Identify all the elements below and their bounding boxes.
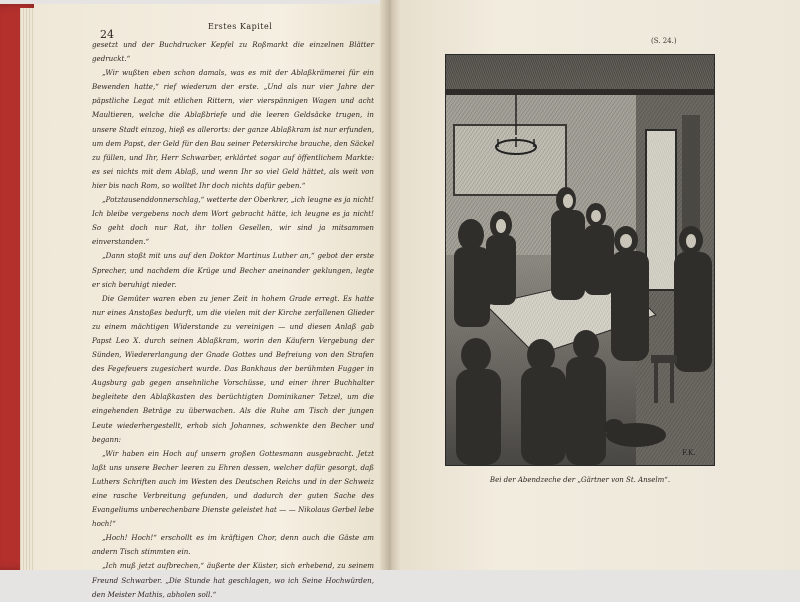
page-number: 24	[100, 28, 114, 41]
paragraph: „Potztausenddonnerschlag,“ wetterte der Oberkrer, „ich leugne es ja nicht! Ich bleibe vergebens noch dem Wort gebracht hätte, ich leugne es ja nicht! So geht doch nur Rat, ihr tollen Gesellen, wir sind ja mitsammen einverstanden.“	[92, 195, 374, 247]
illustration-caption: Bei der Abendzeche der „Gärtner von St. Anselm“.	[489, 476, 671, 484]
paragraph: „Wir wußten eben schon damals, was es mit der Ablaßkrämerei für ein Bewenden hatte,“ rief wiederum der erste. „Und als nur vier Jahre der päpstliche Legat mit etlichen Rittern, vier vierspännigen Wagen und acht Maultieren, welche die Ablaßbriefe und die leeren Geldsäcke trugen, in unsere Stadt einzog, hieß es allerorts: der ganze Ablaßkram ist nur erfunden, um dem Papst, der Geld für den Bau seiner Peterskirche brauche, den Säckel zu füllen, und Ihr, Herr Schwarber, erklärtet sogar auf öffentlichem Markte: es sei nichts mit dem Ablaß, und wenn Ihr so viel Geld hättet, als weit von hier bis nach Rom, so wolltet Ihr doch nichts dafür geben.“	[92, 68, 374, 190]
paragraph: „Hoch! Hoch!“ erschollt es im kräftigen Chor, denn auch die Gäste am andern Tisch stimmten ein.	[92, 533, 374, 557]
running-header: Erstes Kapitel	[208, 22, 273, 31]
tavern-illustration	[445, 54, 715, 466]
paragraph: „Dann stoßt mit uns auf den Doktor Martinus Luther an,“ gebot der erste Sprecher, und nachdem die Krüge und Becher aneinander geklungen, legte er sich beruhigt nieder.	[92, 251, 374, 289]
paragraph: „Wir haben ein Hoch auf unsern großen Gottesmann ausgebracht. Jetzt laßt uns unsere Becher leeren zu Ehren dessen, welcher dafür gesorgt, daß Luthers Schriften auch im Westen des Deutschen Reichs und in der Schweiz eine rasche Verbreitung gefunden, und dadurch der guten Sache des Evangeliums unberechenbare Dienste geleistet hat — — Nikolaus Gerbel lebe hoch!“	[92, 448, 374, 529]
body-text	[92, 38, 374, 602]
paragraph: gesetzt und der Buchdrucker Kepfel zu Roßmarkt die einzelnen Blätter gedruckt.“	[92, 40, 374, 64]
artist-signature: F.K.	[682, 449, 696, 457]
book-gutter	[380, 0, 402, 570]
paragraph: Die Gemüter waren eben zu jener Zeit in hohem Grade erregt. Es hatte nur eines Anstoßes bedurft, um die vielen mit der Kirche zerfallenen Glieder zu einem mächtigen Widerstande zu vereinigen — und diesen Anlaß gab Papst Leo X. durch seinen Ablaßkram, worin den Käufern Vergebung der Sünden, Wiedererlangung der Gnade Gottes und Befreiung von den Strafen des Fegefeuers zugesichert wurde. Das Bankhaus der berühmten Fugger in Augsburg gab gegen ansehnliche Vorschüsse, und einer ihrer Buchhalter begleitete den Ablaßkasten des berüchtigten Dominikaner Tetzel, um die eingehenden Beträge zu überwachen. Als die Ruhe am Tisch der jungen Leute wiederhergestellt, erhob sich Johannes, schwenkte den Becher und begann:	[92, 293, 374, 444]
page-reference: (S. 24.)	[651, 37, 677, 45]
engraving-drawing	[446, 55, 714, 465]
paragraph: „Ich muß jetzt aufbrechen,“ äußerte der Küster, sich erhebend, zu seinem Freund Schwarber. „Die Stunde hat geschlagen, wo ich Seine Hochwürden, den Meister Mathis, abholen soll.“	[92, 561, 374, 599]
